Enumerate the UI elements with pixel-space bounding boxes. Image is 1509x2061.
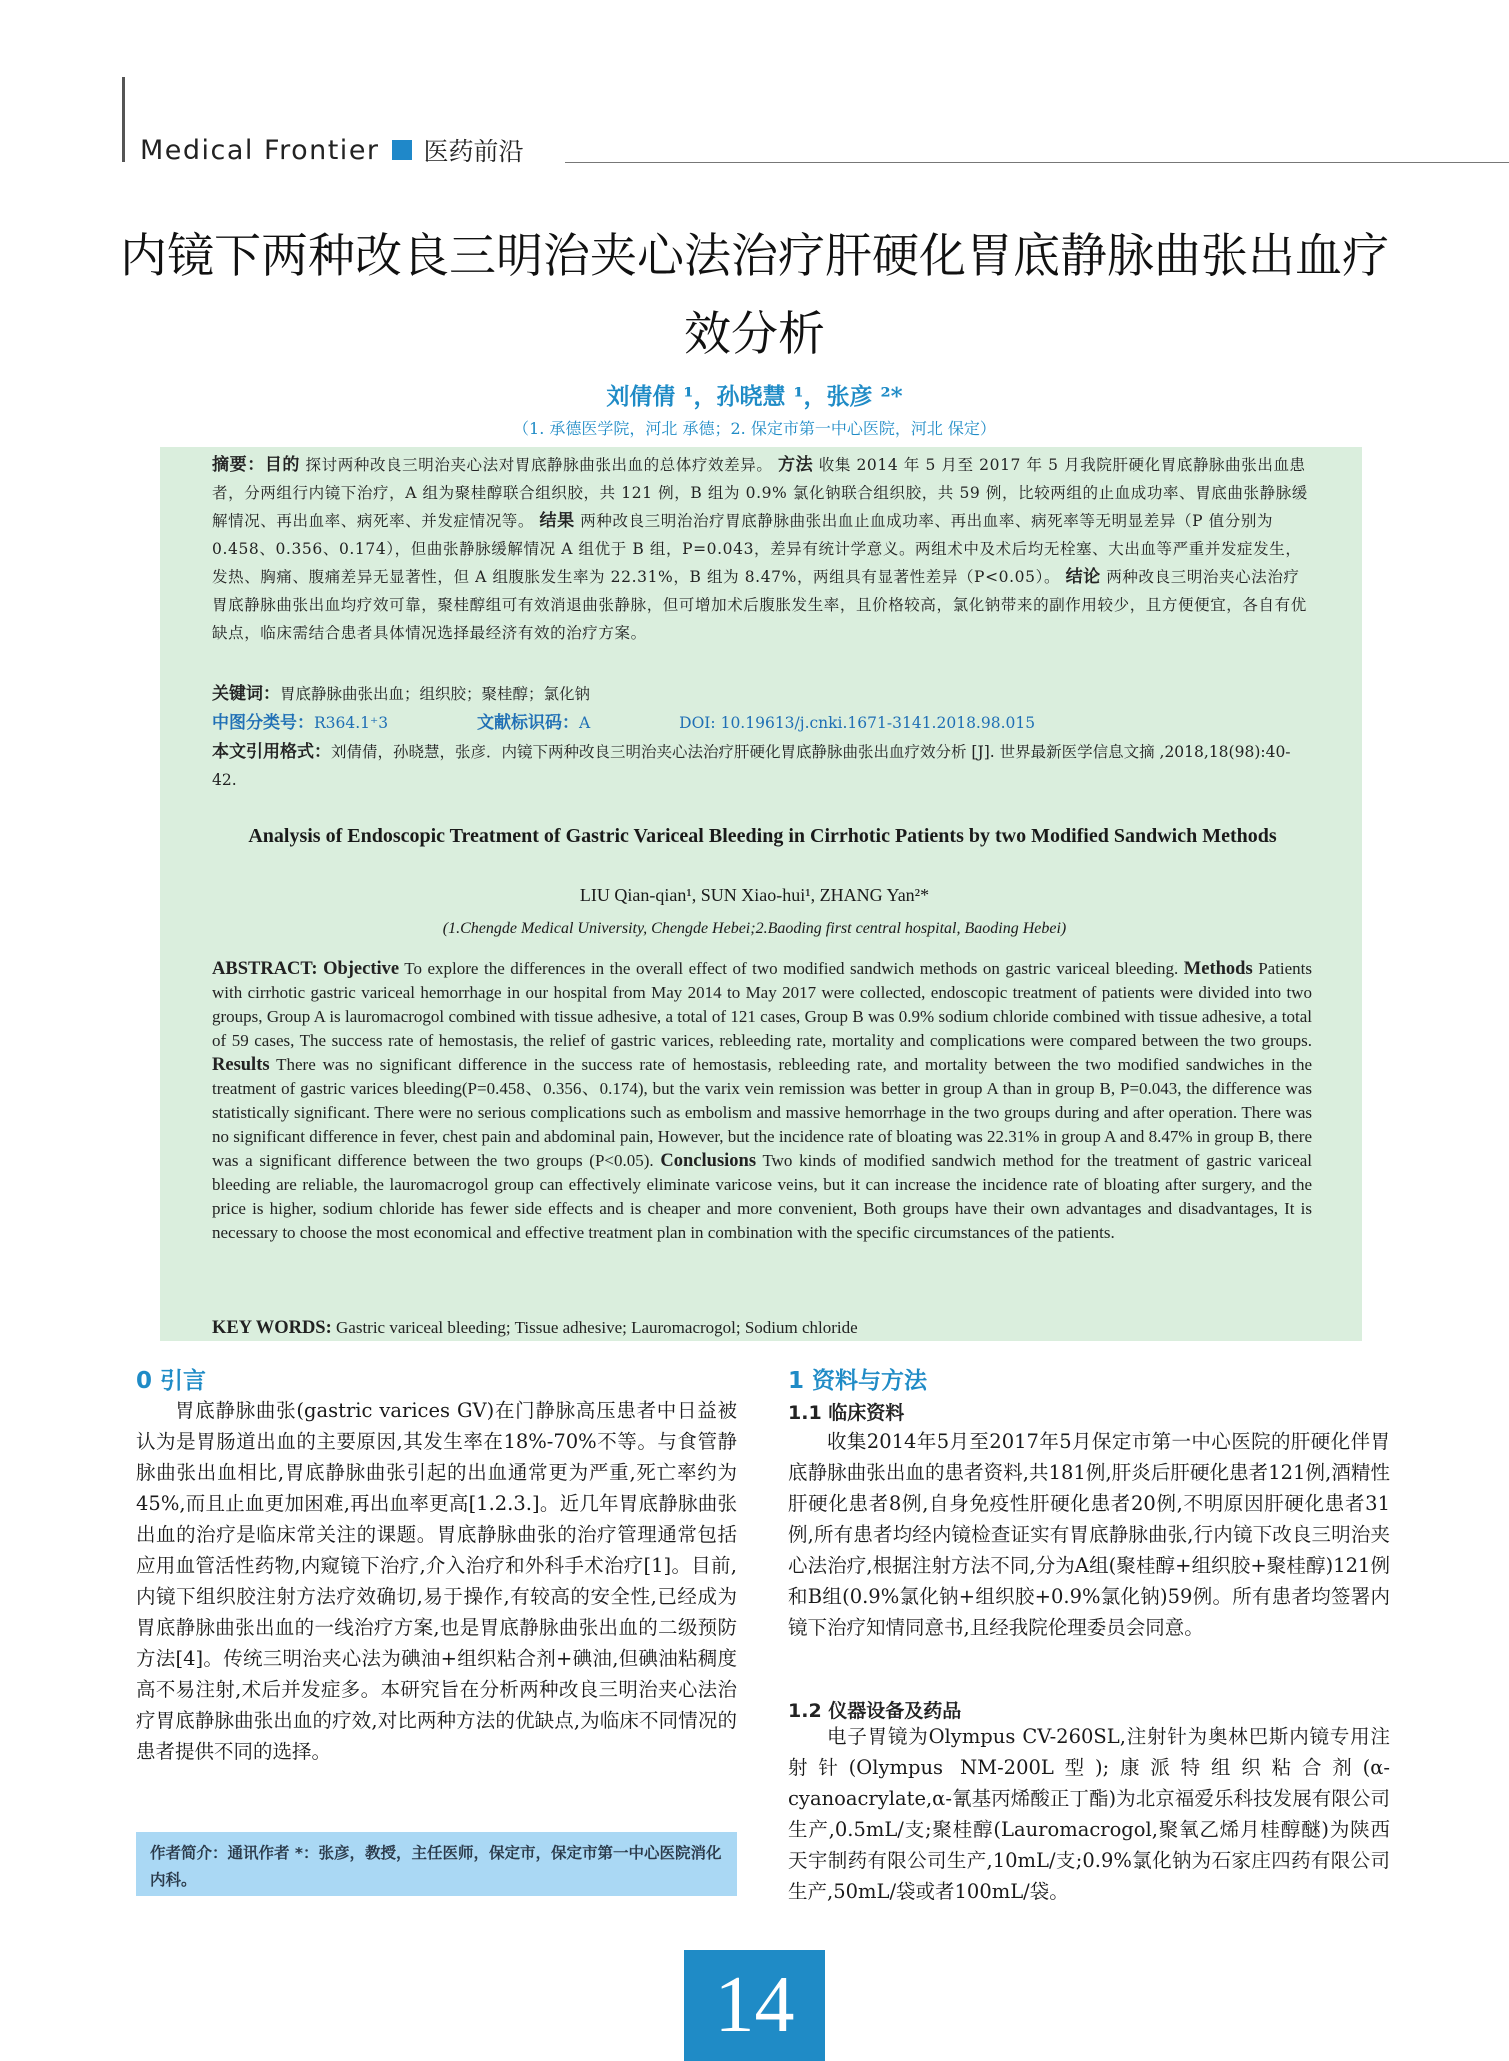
abstract-cn — [212, 451, 1312, 647]
section-1-1-heading: 1.1 临床资料 — [788, 1402, 905, 1424]
objective-en-label: Objective — [323, 959, 400, 979]
keywords-text: 胃底静脉曲张出血；组织胶；聚桂醇；氯化钠 — [280, 685, 591, 703]
section-0-text: 胃底静脉曲张(gastric varices GV)在门静脉高压患者中日益被认为是胃肠道出血的主要原因,其发生率在18%-70%不等。与食管静脉曲张出血相比,胃底静脉曲张引起的出血通常更为严重,死亡率约为45%,而且止血更加困难,再出血率更高[1.2.3.]。近几年胃底静脉曲张出血的治疗是临床常关注的课题。胃底静脉曲张的治疗管理通常包括应用血管活性药物,内窥镜下治疗,介入治疗和外科手术治疗[1]。目前,内镜下组织胶注射方法疗效确切,易于操作,有较高的安全性,已经成为胃底静脉曲张出血的一线治疗方案,也是胃底静脉曲张出血的二级预防方法[4]。传统三明治夹心法为碘油+组织粘合剂+碘油,但碘油粘稠度高不易注射,术后并发症多。本研究旨在分析两种改良三明治夹心法治疗胃底静脉曲张出血的疗效,对比两种方法的优缺点,为临床不同情况的患者提供不同的选择。 — [136, 1399, 737, 1763]
methods-label: 方法 — [777, 455, 814, 475]
results-text: 两种改良三明治治疗胃底静脉曲张出血止血成功率、再出血率、病死率等无明显差异（P 值分别为 0.458、0.356、0.174），但曲张静脉缓解情况 A 组优于 B 组，P=0.043，差异有统计学意义。两组术中及术后均无栓塞、大出血等严重并发症发生，发热、胸痛、腹痛差异无显著性，但 A 组腹胀发生率为 22.31%，B 组为 8.47%，两组具有显著性差异（P<0.05）。 — [212, 512, 1302, 586]
clc-value: R364.1⁺3 — [314, 714, 389, 732]
affiliations-cn: （1. 承德医学院，河北 承德；2. 保定市第一中心医院，河北 保定） — [513, 419, 996, 438]
doi-text: DOI: 10.19613/j.cnki.1671-3141.2018.98.015 — [679, 714, 1036, 732]
article-title: 内镜下两种改良三明治夹心法治疗肝硬化胃底静脉曲张出血疗效分析 — [120, 229, 1389, 362]
methods-en-text: Patients with cirrhotic gastric variceal hemorrhage in our hospital from May 2014 to May 2017 were collected, endoscopic treatment of patients were divided into two groups, Group A is lauromacrogol combined with tissue adhesive, a total of 121 cases, Group B was 0.9% sodium chloride combined with tissue adhesive, a total of 59 cases, The success rate of hemostasis, the relief of gastric varices, rebleeding rate, mortality and complications were compared between the two groups. — [212, 959, 1313, 1050]
page-number: 14 — [684, 1950, 825, 2061]
conclusion-text: 两种改良三明治夹心法治疗胃底静脉曲张出血均疗效可靠，聚桂醇组可有效消退曲张静脉，但可增加术后腹胀发生率，且价格较高，氯化钠带来的副作用较少，且方便便宜，各自有优缺点，临床需结合患者具体情况选择最经济有效的治疗方案。 — [212, 568, 1307, 642]
section-1-heading: 1 资料与方法 — [788, 1368, 928, 1394]
english-affiliations: (1.Chengde Medical University, Chengde Hebei;2.Baoding first central hospital, Baoding Hebei) — [442, 920, 1067, 937]
objective-label: 目的 — [264, 455, 301, 475]
journal-name-cn: 医药前沿 — [423, 137, 524, 166]
running-header — [140, 132, 524, 168]
section-1-2-heading: 1.2 仪器设备及药品 — [788, 1700, 962, 1722]
header-rule-vertical — [122, 77, 125, 162]
section-1-1-text: 收集2014年5月至2017年5月保定市第一中心医院的肝硬化伴胃底静脉曲张出血的患者资料,共181例,肝炎后肝硬化患者121例,酒精性肝硬化患者8例,自身免疫性肝硬化患者20例,不明原因肝硬化患者31例,所有患者均经内镜检查证实有胃底静脉曲张,行内镜下改良三明治夹心法治疗,根据注射方法不同,分为A组(聚桂醇+组织胶+聚桂醇)121例和B组(0.9%氯化钠+组织胶+0.9%氯化钠)59例。所有患者均签署内镜下治疗知情同意书,且经我院伦理委员会同意。 — [788, 1430, 1390, 1639]
keywords-en-label: KEY WORDS: — [212, 1318, 332, 1338]
conclusions-en-label: Conclusions — [660, 1151, 757, 1171]
authors-cn: 刘倩倩 ¹，孙晓慧 ¹，张彦 ²* — [606, 383, 903, 410]
abstract-en-label: ABSTRACT: — [212, 959, 318, 979]
citation — [212, 738, 1312, 794]
clc-label: 中图分类号： — [212, 713, 314, 733]
conclusion-label: 结论 — [1065, 567, 1101, 587]
abstract-label: 摘要： — [212, 455, 265, 475]
methods-en-label: Methods — [1183, 959, 1253, 979]
citation-text: 刘倩倩，孙晓慧，张彦．内镜下两种改良三明治夹心法治疗肝硬化胃底静脉曲张出血疗效分析 [J]. 世界最新医学信息文摘 ,2018,18(98):40-42. — [212, 743, 1291, 789]
section-0-heading: 0 引言 — [136, 1368, 207, 1394]
methods-text: 收集 2014 年 5 月至 2017 年 5 月我院肝硬化胃底静脉曲张出血患者，分两组行内镜下治疗，A 组为聚桂醇联合组织胶，共 121 例，B 组为 0.9% 氯化钠联合组织胶，共 59 例，比较两组的止血成功率、胃底曲张静脉缓解情况、再出血率、病死率、并发症情况等。 — [212, 456, 1308, 530]
keywords-en-text: Gastric variceal bleeding; Tissue adhesive; Lauromacrogol; Sodium chloride — [336, 1318, 858, 1337]
section-1-1-body — [788, 1426, 1390, 1643]
keywords-label: 关键词： — [212, 684, 280, 704]
section-1-2-text: 电子胃镜为Olympus CV-260SL,注射针为奥林巴斯内镜专用注射针(Olympus NM-200L型);康派特组织粘合剂(α-cyanoacrylate,α-氰基丙烯酸正丁酯)为北京福爱乐科技发展有限公司生产,0.5mL/支;聚桂醇(Lauromacrogol,聚氧乙烯月桂醇醚)为陕西天宇制药有限公司生产,10mL/支;0.9%氯化钠为石家庄四药有限公司生产,50mL/袋或者100mL/袋。 — [788, 1725, 1390, 1903]
results-en-label: Results — [212, 1055, 270, 1075]
header-square-icon — [392, 140, 412, 160]
journal-name-en: Medical Frontier — [140, 134, 380, 166]
keywords-cn — [212, 680, 1312, 708]
author-bio: 作者简介：通讯作者 *：张彦，教授，主任医师，保定市，保定市第一中心医院消化内科。 — [136, 1832, 737, 1896]
results-en-text: There was no significant difference in the success rate of hemostasis, rebleeding rate, and mortality between the two modified sandwiches in the treatment of gastric varices bleeding(P=0.458、0.356、0.174), but the varix vein remission was better in group A than in group B, P=0.043, the difference was statistically significant. There were no serious complications such as embolism and massive hemorrhage in the two groups during and after operation. There was no significant difference in fever, chest pain and abdominal pain, However, but the incidence rate of bloating was 22.31% in group A and 8.47% in group B, there was a significant difference between the two groups (P<0.05). — [212, 1055, 1312, 1170]
conclusions-en-text: Two kinds of modified sandwich method for the treatment of gastric variceal bleeding are reliable, the lauromacrogol group can effectively eliminate varicose veins, but it can increase the incidence rate of bloating after surgery, and the price is higher, sodium chloride has fewer side effects and is cheaper and more convenient, Both groups have their own advantages and disadvantages, It is necessary to choose the most economical and effective treatment plan in combination with the specific circumstances of the patients. — [212, 1151, 1313, 1242]
keywords-en — [212, 1316, 1312, 1340]
english-authors: LIU Qian-qian¹, SUN Xiao-hui¹, ZHANG Yan²* — [579, 885, 930, 905]
doc-code-label: 文献标识码： — [477, 713, 580, 733]
classification-line — [212, 709, 1312, 737]
citation-label: 本文引用格式： — [212, 742, 331, 762]
objective-en-text: To explore the differences in the overall effect of two modified sandwich methods on gastric variceal bleeding. — [404, 959, 1179, 978]
english-title: Analysis of Endoscopic Treatment of Gastric Variceal Bleeding in Cirrhotic Patients by two Modified Sandwich Methods — [248, 825, 1277, 847]
objective-text: 探讨两种改良三明治夹心法对胃底静脉曲张出血的总体疗效差异。 — [305, 456, 773, 474]
header-rule-horizontal — [565, 162, 1509, 163]
results-label: 结果 — [539, 511, 575, 531]
section-0-body — [136, 1395, 737, 1767]
section-1-2-body — [788, 1721, 1390, 1907]
abstract-en — [212, 957, 1312, 1245]
doc-code-value: A — [579, 714, 591, 732]
